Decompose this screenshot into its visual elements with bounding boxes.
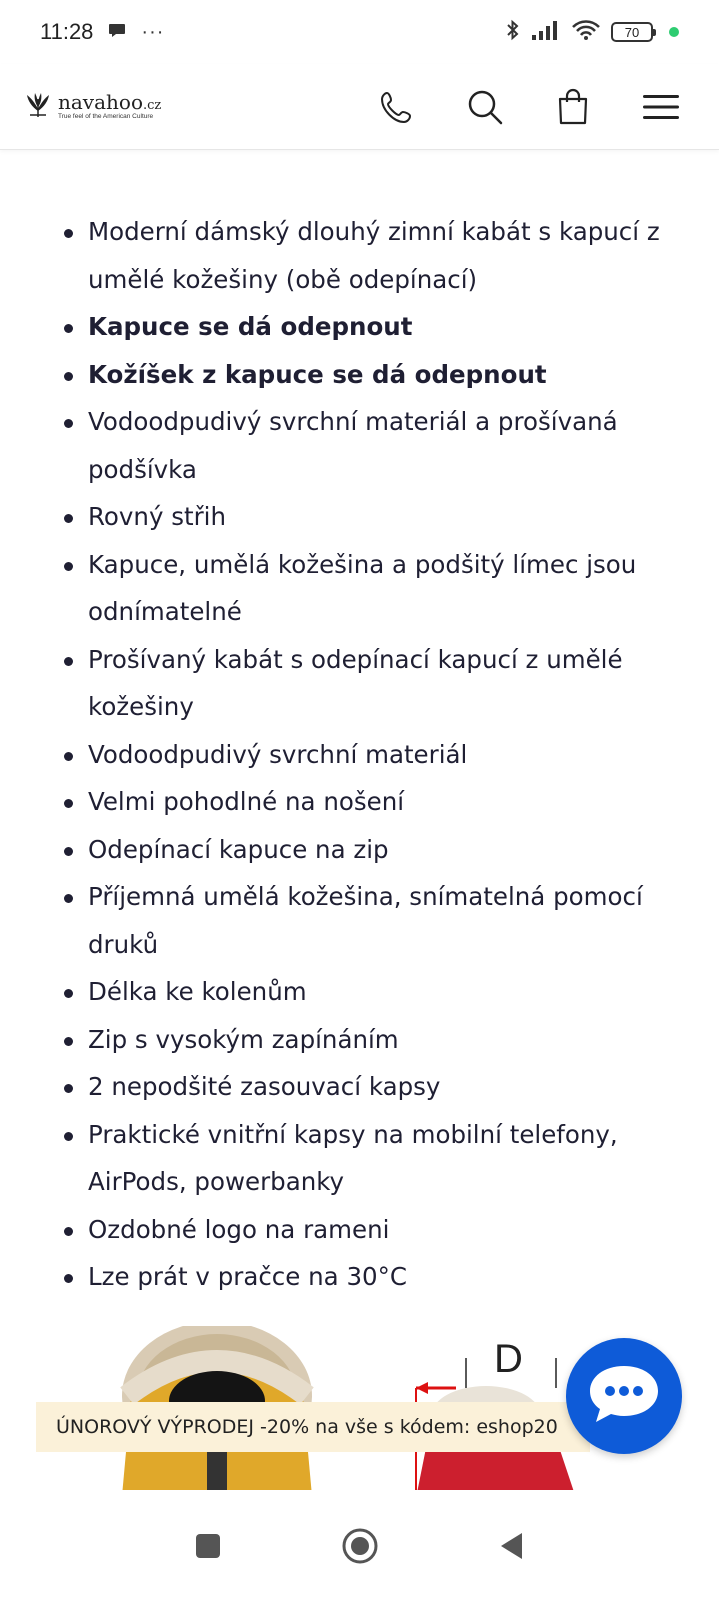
more-indicator: ··· bbox=[141, 20, 165, 43]
logo-name bbox=[58, 90, 162, 115]
feature-item: Prošívaný kabát s odepínací kapucí z umělé kožešiny bbox=[88, 636, 679, 731]
feature-item: Ozdobné logo na rameni bbox=[88, 1206, 679, 1254]
feature-item: Vodoodpudivý svrchní materiál bbox=[88, 731, 679, 779]
logo-text bbox=[58, 92, 161, 121]
feature-item: Zip s vysokým zapínáním bbox=[88, 1016, 679, 1064]
status-right bbox=[505, 18, 679, 46]
size-chart-letter: D bbox=[494, 1337, 523, 1381]
search-icon[interactable] bbox=[463, 85, 507, 129]
feather-logo-icon bbox=[22, 89, 54, 125]
feature-item: Odepínací kapuce na zip bbox=[88, 826, 679, 874]
feature-item: 2 nepodšité zasouvací kapsy bbox=[88, 1063, 679, 1111]
back-triangle-icon[interactable] bbox=[492, 1526, 532, 1566]
system-nav-bar bbox=[0, 1492, 719, 1600]
privacy-indicator-dot bbox=[669, 27, 679, 37]
feature-item: Moderní dámský dlouhý zimní kabát s kapucí z umělé kožešiny (obě odepínací) bbox=[88, 208, 679, 303]
feature-item: Lze prát v pračce na 30°C bbox=[88, 1253, 679, 1301]
header-actions bbox=[375, 85, 683, 129]
menu-icon[interactable] bbox=[639, 85, 683, 129]
logo-tld: .cz bbox=[143, 98, 162, 114]
product-features-list bbox=[0, 208, 719, 1301]
feature-item: Příjemná umělá kožešina, snímatelná pomocí druků bbox=[88, 873, 679, 968]
feature-item: Kožíšek z kapuce se dá odepnout bbox=[88, 351, 679, 399]
battery-level: 70 bbox=[624, 24, 640, 40]
shopping-bag-icon[interactable] bbox=[551, 85, 595, 129]
promo-text: ÚNOROVÝ VÝPRODEJ -20% na vše s kódem: eshop20 bbox=[56, 1416, 558, 1438]
feature-item: Kapuce, umělá kožešina a podšitý límec jsou odnímatelné bbox=[88, 541, 679, 636]
status-left bbox=[40, 19, 164, 45]
phone-icon[interactable] bbox=[375, 85, 419, 129]
feature-item: Rovný střih bbox=[88, 493, 679, 541]
feature-item: Délka ke kolenům bbox=[88, 968, 679, 1016]
promo-banner[interactable] bbox=[36, 1402, 590, 1452]
feature-item: Vodoodpudivý svrchní materiál a prošívaná podšívka bbox=[88, 398, 679, 493]
feature-item: Praktické vnitřní kapsy na mobilní telefony, AirPods, powerbanky bbox=[88, 1111, 679, 1206]
logo-tagline: True feel of the American Culture bbox=[58, 113, 154, 121]
chat-bubble-icon bbox=[586, 1362, 662, 1430]
logo-brand: navahoo bbox=[58, 90, 143, 115]
recents-square-icon[interactable] bbox=[188, 1526, 228, 1566]
feature-item: Kapuce se dá odepnout bbox=[88, 303, 679, 351]
chat-bubble-icon bbox=[107, 20, 127, 44]
site-header bbox=[0, 64, 719, 150]
status-time: 11:28 bbox=[40, 19, 94, 44]
wifi-icon bbox=[571, 19, 601, 45]
feature-item: Velmi pohodlné na nošení bbox=[88, 778, 679, 826]
chat-button[interactable] bbox=[566, 1338, 682, 1454]
site-logo[interactable] bbox=[22, 89, 182, 125]
signal-icon bbox=[531, 19, 561, 45]
home-circle-icon[interactable] bbox=[340, 1526, 380, 1566]
battery-icon bbox=[611, 22, 653, 42]
bluetooth-icon bbox=[505, 18, 521, 46]
status-bar bbox=[0, 0, 719, 64]
